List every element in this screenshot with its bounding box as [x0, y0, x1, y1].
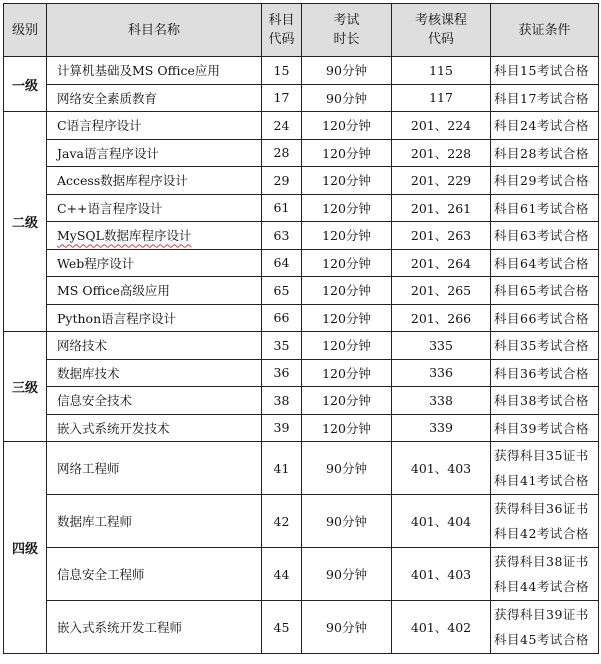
certificate-condition: 科目63考试合格	[491, 222, 599, 250]
table-row	[4, 548, 599, 601]
subject-name: C语言程序设计	[47, 112, 262, 140]
level-cell-4: 四级	[4, 442, 47, 654]
exam-course-code: 339	[392, 414, 491, 442]
subject-code: 45	[262, 601, 302, 654]
header-subject-code	[262, 4, 302, 57]
certificate-prerequisite: 获得科目36证书	[494, 501, 589, 516]
table-row	[4, 601, 599, 654]
exam-duration: 120分钟	[302, 277, 392, 305]
exam-duration: 90分钟	[302, 57, 392, 85]
subject-code: 36	[262, 359, 302, 387]
subject-name: MS Office高级应用	[47, 277, 262, 305]
exam-duration: 120分钟	[302, 222, 392, 250]
table-row	[4, 112, 599, 140]
exam-duration: 90分钟	[302, 84, 392, 112]
header-duration-line1: 考试	[333, 13, 360, 28]
exam-course-code: 117	[392, 84, 491, 112]
table-row	[4, 442, 599, 495]
certificate-prerequisite: 获得科目38证书	[494, 554, 589, 569]
exam-duration: 120分钟	[302, 167, 392, 195]
exam-course-code: 201、266	[392, 304, 491, 332]
exam-subjects-table	[3, 3, 599, 654]
exam-duration: 120分钟	[302, 112, 392, 140]
subject-code: 24	[262, 112, 302, 140]
table-row	[4, 414, 599, 442]
table-row	[4, 139, 599, 167]
exam-course-code: 201、228	[392, 139, 491, 167]
spellcheck-underlined-text: MySQL数据库程序设计	[57, 228, 192, 244]
subject-code: 35	[262, 332, 302, 360]
level-cell-1: 一级	[4, 57, 47, 112]
subject-name: 信息安全工程师	[47, 548, 262, 601]
subject-code: 66	[262, 304, 302, 332]
certificate-condition	[491, 442, 599, 495]
subject-code: 44	[262, 548, 302, 601]
table-row	[4, 222, 599, 250]
exam-course-code: 115	[392, 57, 491, 85]
certificate-exam-requirement: 科目41考试合格	[494, 473, 589, 488]
exam-course-code: 201、229	[392, 167, 491, 195]
level-cell-3: 三级	[4, 332, 47, 442]
header-level: 级别	[4, 4, 47, 57]
subject-name: 嵌入式系统开发技术	[47, 414, 262, 442]
table-row	[4, 495, 599, 548]
subject-name: 网络技术	[47, 332, 262, 360]
exam-course-code: 201、263	[392, 222, 491, 250]
certificate-condition: 科目24考试合格	[491, 112, 599, 140]
exam-course-code: 201、261	[392, 194, 491, 222]
exam-course-code: 335	[392, 332, 491, 360]
subject-name: Access数据库程序设计	[47, 167, 262, 195]
subject-code: 42	[262, 495, 302, 548]
certificate-exam-requirement: 科目42考试合格	[494, 526, 589, 541]
header-condition: 获证条件	[491, 4, 599, 57]
exam-duration: 120分钟	[302, 194, 392, 222]
certificate-condition	[491, 548, 599, 601]
exam-duration: 90分钟	[302, 495, 392, 548]
table-row	[4, 249, 599, 277]
exam-duration: 120分钟	[302, 139, 392, 167]
certificate-condition: 科目35考试合格	[491, 332, 599, 360]
certificate-condition: 科目38考试合格	[491, 387, 599, 415]
exam-course-code: 201、264	[392, 249, 491, 277]
subject-name: 网络安全素质教育	[47, 84, 262, 112]
certificate-exam-requirement: 科目45考试合格	[494, 632, 589, 647]
certificate-prerequisite: 获得科目35证书	[494, 448, 589, 463]
subject-name	[47, 222, 262, 250]
subject-code: 61	[262, 194, 302, 222]
exam-duration: 120分钟	[302, 359, 392, 387]
subject-name: Java语言程序设计	[47, 139, 262, 167]
exam-duration: 90分钟	[302, 601, 392, 654]
subject-code: 41	[262, 442, 302, 495]
table-row	[4, 387, 599, 415]
subject-name: Python语言程序设计	[47, 304, 262, 332]
exam-course-code: 401、403	[392, 548, 491, 601]
level-cell-2: 二级	[4, 112, 47, 332]
header-duration	[302, 4, 392, 57]
certificate-condition: 科目39考试合格	[491, 414, 599, 442]
subject-code: 15	[262, 57, 302, 85]
table-row	[4, 57, 599, 85]
subject-code: 63	[262, 222, 302, 250]
header-exam-code	[392, 4, 491, 57]
header-exam-code-line1: 考核课程	[414, 13, 467, 28]
subject-name: 网络工程师	[47, 442, 262, 495]
certificate-condition: 科目17考试合格	[491, 84, 599, 112]
certificate-prerequisite: 获得科目39证书	[494, 607, 589, 622]
exam-duration: 120分钟	[302, 249, 392, 277]
header-subject-code-line2: 代码	[268, 32, 295, 47]
table-row	[4, 277, 599, 305]
subject-code: 38	[262, 387, 302, 415]
table-row	[4, 359, 599, 387]
header-exam-code-line2: 代码	[427, 32, 454, 47]
subject-name: 计算机基础及MS Office应用	[47, 57, 262, 85]
table-row	[4, 332, 599, 360]
certificate-condition: 科目64考试合格	[491, 249, 599, 277]
header-duration-line2: 时长	[333, 32, 360, 47]
exam-duration: 90分钟	[302, 442, 392, 495]
table-row	[4, 167, 599, 195]
subject-code: 39	[262, 414, 302, 442]
certificate-condition: 科目28考试合格	[491, 139, 599, 167]
exam-subjects-table-wrapper	[3, 3, 599, 654]
subject-name: 信息安全技术	[47, 387, 262, 415]
subject-name: C++语言程序设计	[47, 194, 262, 222]
subject-code: 17	[262, 84, 302, 112]
certificate-condition	[491, 495, 599, 548]
exam-course-code: 401、402	[392, 601, 491, 654]
exam-course-code: 201、224	[392, 112, 491, 140]
subject-name: Web程序设计	[47, 249, 262, 277]
header-row	[4, 4, 599, 57]
exam-course-code: 336	[392, 359, 491, 387]
certificate-condition: 科目66考试合格	[491, 304, 599, 332]
exam-course-code: 401、403	[392, 442, 491, 495]
exam-course-code: 338	[392, 387, 491, 415]
certificate-condition: 科目65考试合格	[491, 277, 599, 305]
exam-duration: 120分钟	[302, 304, 392, 332]
subject-code: 65	[262, 277, 302, 305]
subject-name: 数据库工程师	[47, 495, 262, 548]
exam-course-code: 401、404	[392, 495, 491, 548]
table-row	[4, 304, 599, 332]
header-subject-name: 科目名称	[47, 4, 262, 57]
certificate-condition: 科目36考试合格	[491, 359, 599, 387]
exam-course-code: 201、265	[392, 277, 491, 305]
table-row	[4, 84, 599, 112]
certificate-exam-requirement: 科目44考试合格	[494, 579, 589, 594]
table-row	[4, 194, 599, 222]
header-subject-code-line1: 科目	[268, 13, 295, 28]
certificate-condition: 科目29考试合格	[491, 167, 599, 195]
exam-duration: 120分钟	[302, 332, 392, 360]
exam-duration: 90分钟	[302, 548, 392, 601]
certificate-condition: 科目15考试合格	[491, 57, 599, 85]
exam-duration: 120分钟	[302, 387, 392, 415]
subject-name: 嵌入式系统开发工程师	[47, 601, 262, 654]
subject-code: 28	[262, 139, 302, 167]
subject-code: 29	[262, 167, 302, 195]
certificate-condition: 科目61考试合格	[491, 194, 599, 222]
subject-code: 64	[262, 249, 302, 277]
certificate-condition	[491, 601, 599, 654]
exam-duration: 120分钟	[302, 414, 392, 442]
subject-name: 数据库技术	[47, 359, 262, 387]
